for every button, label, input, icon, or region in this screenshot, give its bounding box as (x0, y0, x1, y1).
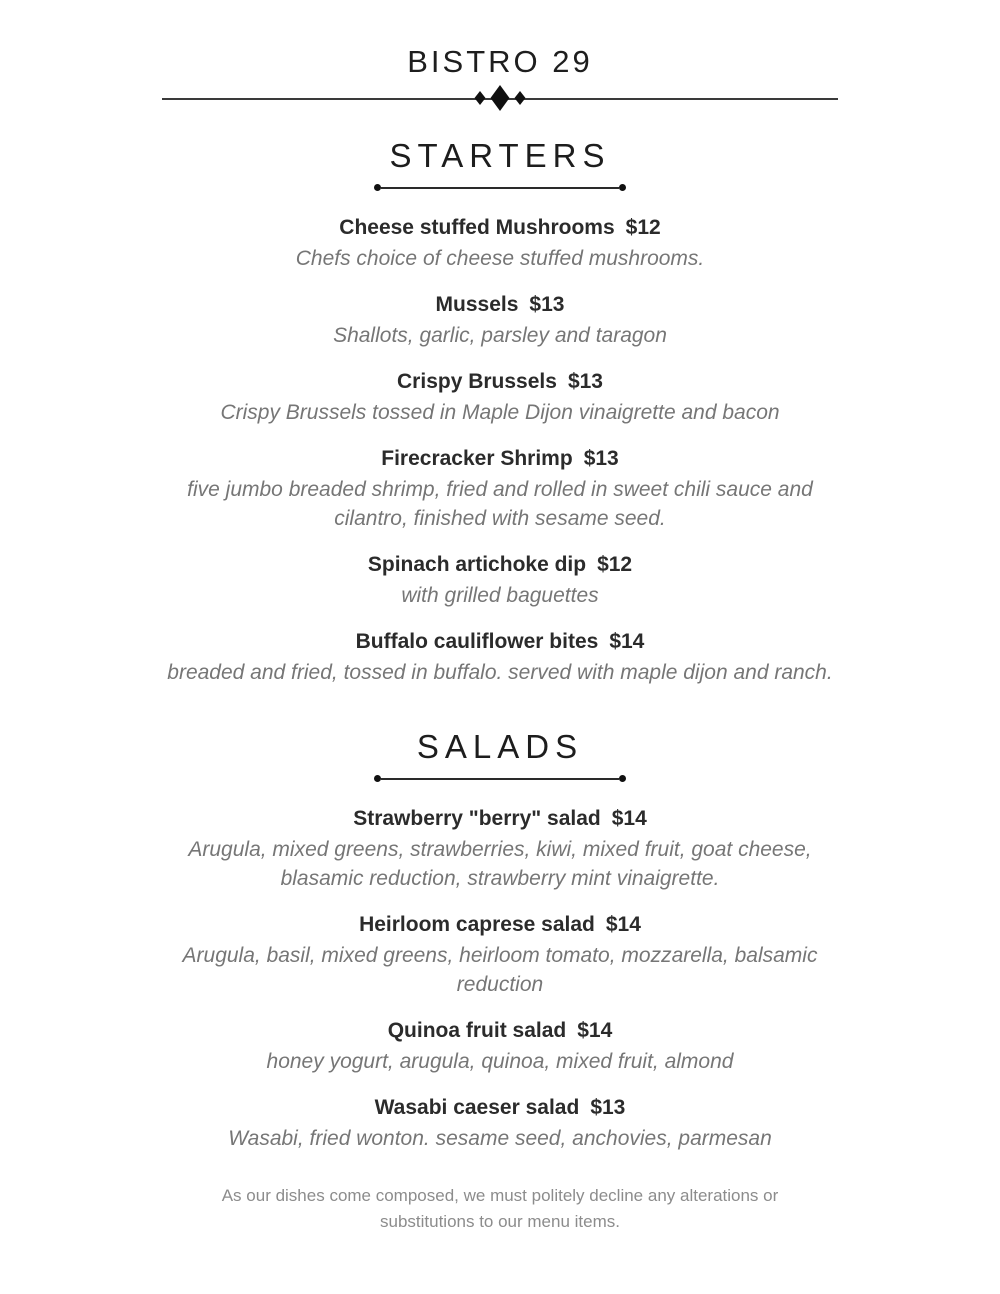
item-name: Mussels (435, 293, 519, 316)
section-items (0, 804, 1000, 1153)
item-name: Cheese stuffed Mushrooms (339, 216, 615, 239)
item-description: Shallots, garlic, parsley and taragon (333, 324, 667, 347)
underline-dot-icon (619, 775, 626, 782)
section-underline (0, 775, 1000, 782)
item-name: Quinoa fruit salad (387, 1019, 567, 1042)
diamond-small-icon (515, 91, 526, 105)
item-price: $12 (625, 216, 661, 239)
item-header (0, 910, 1000, 941)
item-header (0, 213, 1000, 244)
item-description: five jumbo breaded shrimp, fried and rolled in sweet chili sauce and cilantro, finished with sesame seed. (187, 478, 813, 530)
menu-sections (0, 136, 1000, 1153)
item-description: Arugula, basil, mixed greens, heirloom tomato, mozzarella, balsamic reduction (182, 944, 818, 996)
menu-item (0, 804, 1000, 893)
item-header (0, 290, 1000, 321)
menu-item (0, 627, 1000, 687)
underline-rule (381, 187, 619, 189)
item-description: Wasabi, fried wonton. sesame seed, anchovies, parmesan (228, 1127, 772, 1150)
menu-item (0, 290, 1000, 350)
menu-section (0, 727, 1000, 1153)
section-title: SALADS (416, 728, 584, 765)
item-description: breaded and fried, tossed in buffalo. served with maple dijon and ranch. (167, 661, 833, 684)
item-header (0, 367, 1000, 398)
item-name: Buffalo cauliflower bites (355, 630, 599, 653)
section-underline (0, 184, 1000, 191)
menu-item (0, 367, 1000, 427)
restaurant-title: BISTRO 29 (407, 44, 593, 79)
underline-dot-icon (619, 184, 626, 191)
menu-item (0, 550, 1000, 610)
item-header (0, 550, 1000, 581)
section-items (0, 213, 1000, 687)
item-price: $14 (577, 1019, 613, 1042)
item-name: Crispy Brussels (397, 370, 557, 393)
menu-footer (0, 1183, 1000, 1235)
item-price: $14 (609, 630, 645, 653)
item-description: with grilled baguettes (401, 584, 599, 607)
menu-item (0, 1016, 1000, 1076)
item-header (0, 804, 1000, 835)
diamond-small-icon (475, 91, 486, 105)
menu-item (0, 444, 1000, 533)
item-price: $13 (529, 293, 565, 316)
item-header (0, 627, 1000, 658)
item-price: $13 (583, 447, 619, 470)
item-price: $14 (611, 807, 647, 830)
menu-item (0, 1093, 1000, 1153)
menu-item (0, 910, 1000, 999)
section-title: STARTERS (389, 137, 611, 174)
menu-header (0, 44, 1000, 108)
item-description: Chefs choice of cheese stuffed mushrooms. (295, 247, 705, 270)
item-name: Heirloom caprese salad (359, 913, 595, 936)
item-header (0, 444, 1000, 475)
header-divider (162, 88, 838, 108)
item-name: Wasabi caeser salad (374, 1096, 580, 1119)
divider-ornament (475, 85, 526, 111)
underline-dot-icon (374, 775, 381, 782)
item-header (0, 1093, 1000, 1124)
menu-item (0, 213, 1000, 273)
diamond-large-icon (491, 85, 510, 111)
menu-footnote: As our dishes come composed, we must politely decline any alterations or substitutions to our menu items. (221, 1186, 779, 1231)
item-description: Arugula, mixed greens, strawberries, kiwi, mixed fruit, goat cheese, blasamic reduction, strawberry mint vinaigrette. (188, 838, 812, 890)
item-price: $13 (567, 370, 603, 393)
underline-dot-icon (374, 184, 381, 191)
item-price: $14 (605, 913, 641, 936)
item-name: Firecracker Shrimp (381, 447, 573, 470)
item-name: Strawberry "berry" salad (353, 807, 601, 830)
underline-rule (381, 778, 619, 780)
menu-section (0, 136, 1000, 687)
item-price: $12 (597, 553, 633, 576)
item-price: $13 (590, 1096, 626, 1119)
item-name: Spinach artichoke dip (367, 553, 587, 576)
item-header (0, 1016, 1000, 1047)
item-description: Crispy Brussels tossed in Maple Dijon vinaigrette and bacon (220, 401, 780, 424)
item-description: honey yogurt, arugula, quinoa, mixed fruit, almond (266, 1050, 734, 1073)
